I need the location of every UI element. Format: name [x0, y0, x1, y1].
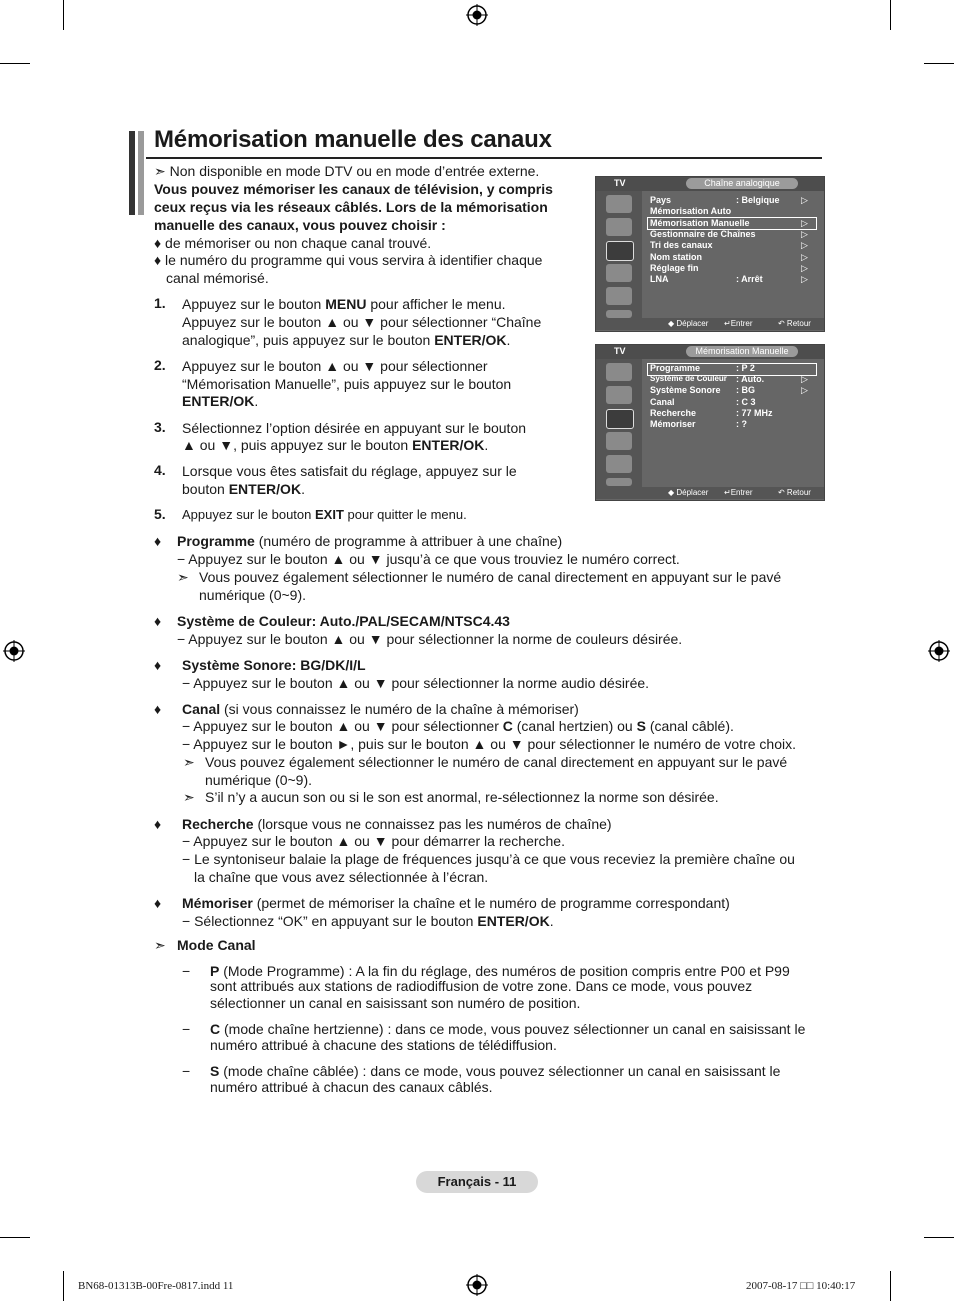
- option-note: S’il n’y a aucun son ou si le son est anormal, re-sélectionnez la norme son désirée.: [205, 789, 719, 805]
- option-name: Recherche: [182, 816, 254, 832]
- text: .: [254, 393, 259, 409]
- crop-mark: [890, 1271, 891, 1301]
- text: (permet de mémoriser la chaîne et le numéro de programme correspondant): [252, 895, 730, 911]
- tv-menu-header: Chaîne analogique: [686, 178, 798, 189]
- text: bouton: [182, 481, 229, 497]
- tv-menu-value: : Belgique: [736, 195, 780, 205]
- setup-icon: [606, 264, 632, 282]
- tv-foot-back: ↶ Retour: [778, 488, 811, 497]
- diamond-bullet-icon: ♦: [154, 613, 162, 629]
- mode-letter: P: [210, 963, 220, 979]
- registration-mark-icon: [928, 640, 950, 662]
- tv-menu-value: : 77 MHz: [736, 407, 773, 418]
- tv-menu-arrow-icon: ▷: [801, 217, 808, 228]
- tv-screen-manual-store: [595, 344, 825, 501]
- option-name: Mémoriser: [182, 895, 253, 911]
- mode-p-line: sont attribués aux stations de radiodiffusion de votre zone. Dans ce mode, vous pouvez: [210, 978, 753, 994]
- tv-menu-value: : Arrêt: [736, 274, 763, 285]
- intro-bold-line: manuelle des canaux, vous pouvez choisir :: [154, 217, 446, 233]
- key-enter: ENTER/OK: [477, 913, 550, 929]
- tv-sidebar: [596, 359, 642, 487]
- tv-menu-item[interactable]: Nom station: [650, 251, 703, 262]
- step-number: 2.: [154, 357, 166, 373]
- tv-menu-item[interactable]: Pays: [650, 195, 672, 205]
- input-icon: [606, 455, 632, 473]
- tv-foot-back: ↶ Retour: [778, 319, 811, 328]
- step-number: 1.: [154, 295, 166, 311]
- text: .: [549, 913, 554, 929]
- footer-timestamp: 2007-08-17 □□ 10:40:17: [746, 1280, 856, 1292]
- tv-sidebar: [596, 191, 642, 319]
- registration-mark-icon: [3, 640, 25, 662]
- text: pour quitter le menu.: [343, 507, 467, 522]
- text: Appuyez sur le bouton: [182, 296, 326, 312]
- text: (canal hertzien) ou: [512, 718, 637, 734]
- text: .: [301, 481, 305, 497]
- option-line: − Appuyez sur le bouton ▲ ou ▼ pour sélectionner la norme de couleurs désirée.: [177, 631, 683, 647]
- note-arrow-icon: ➣: [183, 789, 195, 805]
- tv-menu-arrow-icon: ▷: [801, 385, 808, 396]
- note-arrow-icon: ➣: [177, 569, 189, 585]
- sound-icon: [606, 218, 632, 236]
- tv-menu-item[interactable]: Mémorisation Manuelle: [650, 217, 750, 228]
- step-4-line: [182, 480, 305, 498]
- tv-footer: [596, 318, 824, 330]
- tv-foot-enter: ↵Entrer: [724, 319, 753, 328]
- key-enter: ENTER/OK: [434, 332, 507, 348]
- option-line: − Appuyez sur le bouton ►, puis sur le bouton ▲ ou ▼ pour sélectionner le numéro de votre choix.: [182, 736, 796, 752]
- step-2-line: Appuyez sur le bouton ▲ ou ▼ pour sélectionner: [182, 358, 488, 374]
- crop-mark: [890, 0, 891, 30]
- tv-menu-item[interactable]: Mémoriser: [650, 419, 696, 429]
- option-search-head: [182, 815, 612, 833]
- step-3-line: [182, 436, 488, 454]
- diamond-bullet-icon: ♦: [154, 701, 162, 717]
- step-1-line: [182, 295, 506, 313]
- picture-icon: [606, 195, 632, 213]
- option-note: Vous pouvez également sélectionner le numéro de canal directement en appuyant sur le pavé: [205, 754, 788, 770]
- tv-menu-item[interactable]: Mémorisation Auto: [650, 206, 732, 217]
- tv-menu-item[interactable]: Canal: [650, 396, 675, 407]
- picture-icon: [606, 363, 632, 381]
- tv-menu-item[interactable]: Système de Couleur: [650, 374, 727, 384]
- crop-mark: [63, 1271, 64, 1301]
- mode-letter: S: [210, 1063, 220, 1079]
- application-icon: [606, 310, 632, 318]
- key-enter: ENTER/OK: [228, 481, 302, 497]
- option-line: − Appuyez sur le bouton ▲ ou ▼ jusqu’à ce que vous trouviez le numéro correct.: [177, 551, 680, 567]
- title-rule: [146, 157, 822, 159]
- sound-icon: [606, 386, 632, 404]
- tv-foot-move: ◆ Déplacer: [668, 488, 709, 497]
- intro-bullet: ♦ de mémoriser ou non chaque canal trouvé.: [154, 235, 432, 251]
- step-number: 3.: [154, 419, 166, 435]
- tv-menu-item[interactable]: Recherche: [650, 407, 697, 418]
- mode-s-line: numéro attribué à chacun des canaux câblés.: [210, 1079, 493, 1095]
- channel-icon: [606, 409, 634, 429]
- page-number-badge: Français - 11: [416, 1171, 538, 1193]
- tv-menu-item[interactable]: Gestionnaire de Chaînes: [650, 228, 756, 239]
- dash-bullet: −: [182, 963, 191, 979]
- option-line: − Appuyez sur le bouton ▲ ou ▼ pour démarrer la recherche.: [182, 833, 565, 849]
- tv-menu-value: : P 2: [736, 363, 755, 373]
- tv-menu-arrow-icon: ▷: [801, 262, 808, 273]
- tv-menu-arrow-icon: ▷: [801, 374, 808, 385]
- text: analogique”, puis appuyez sur le bouton: [182, 332, 435, 348]
- tv-menu-arrow-icon: ▷: [801, 274, 808, 285]
- tv-foot-move: ◆ Déplacer: [668, 319, 709, 328]
- text: − Appuyez sur le bouton ▲ ou ▼ pour sélectionner: [182, 718, 503, 734]
- option-store-head: [182, 894, 730, 912]
- option-color-head: Système de Couleur: Auto./PAL/SECAM/NTSC4.43: [177, 613, 510, 629]
- step-1-line: Appuyez sur le bouton ▲ ou ▼ pour sélectionner “Chaîne: [182, 314, 542, 330]
- text: pour afficher le menu.: [366, 296, 506, 312]
- registration-mark-icon: [466, 1274, 488, 1296]
- step-2-line: [182, 392, 258, 410]
- tv-menu-arrow-icon: ▷: [801, 195, 808, 205]
- page-title: Mémorisation manuelle des canaux: [154, 126, 552, 153]
- text: − Sélectionnez “OK” en appuyant sur le bouton: [182, 913, 478, 929]
- text: (canal câblé).: [645, 718, 734, 734]
- diamond-bullet-icon: ♦: [154, 657, 162, 673]
- option-name: Programme: [177, 533, 255, 549]
- option-line: − Le syntoniseur balaie la plage de fréquences jusqu’à ce que vous receviez la première chaîne ou: [182, 851, 795, 867]
- registration-mark-icon: [466, 4, 488, 26]
- dash-bullet: −: [182, 1021, 191, 1037]
- option-canal-head: [182, 700, 579, 718]
- option-programme-head: [177, 532, 562, 550]
- mode-letter: S: [636, 718, 646, 734]
- intro-bold-line: Vous pouvez mémoriser les canaux de télévision, y compris: [154, 181, 553, 197]
- key-enter: ENTER/OK: [412, 437, 485, 453]
- tv-label: TV: [614, 178, 626, 188]
- mode-c-line: numéro attribué à chacune des stations de télédiffusion.: [210, 1037, 557, 1053]
- text: .: [484, 437, 489, 453]
- mode-canal-head: Mode Canal: [177, 937, 256, 953]
- tv-menu-item[interactable]: Programme: [650, 363, 701, 373]
- key-exit: EXIT: [314, 507, 344, 522]
- note-arrow-icon: ➣: [154, 163, 170, 179]
- text: .: [506, 332, 511, 348]
- title-accent-bar: [138, 131, 144, 215]
- crop-mark: [924, 63, 954, 64]
- text: (mode chaîne hertzienne) : dans ce mode, vous pouvez sélectionner un canal en saisissant le: [220, 1021, 806, 1037]
- mode-p-line: sélectionner un canal en saisissant son numéro de position.: [210, 995, 581, 1011]
- step-4-line: Lorsque vous êtes satisfait du réglage, appuyez sur le: [182, 463, 517, 479]
- option-line: [182, 912, 554, 930]
- step-number: 5.: [154, 506, 166, 522]
- option-note: Vous pouvez également sélectionner le numéro de canal directement en appuyant sur le pavé: [199, 569, 782, 585]
- footer-file: BN68-01313B-00Fre-0817.indd 11: [78, 1280, 234, 1292]
- tv-menu-item[interactable]: Tri des canaux: [650, 240, 713, 251]
- diamond-bullet-icon: ♦: [154, 816, 162, 832]
- text: (numéro de programme à attribuer à une chaîne): [254, 533, 563, 549]
- step-number: 4.: [154, 462, 166, 478]
- tv-menu-item[interactable]: Réglage fin: [650, 262, 699, 273]
- dash-bullet: −: [182, 1063, 191, 1079]
- tv-menu-item[interactable]: LNA: [650, 274, 669, 285]
- intro-bullet: ♦ le numéro du programme qui vous servira à identifier chaque: [154, 252, 543, 268]
- intro-note-text: Non disponible en mode DTV ou en mode d’entrée externe.: [169, 163, 540, 179]
- option-line: la chaîne que vous avez sélectionnée à l’écran.: [194, 869, 489, 885]
- option-line: − Appuyez sur le bouton ▲ ou ▼ pour sélectionner la norme audio désirée.: [182, 675, 650, 691]
- text: (mode chaîne câblée) : dans ce mode, vous pouvez sélectionner un canal en saisissant le: [219, 1063, 781, 1079]
- crop-mark: [924, 1237, 954, 1238]
- step-1-line: [182, 331, 510, 349]
- tv-menu-value: : Auto.: [736, 374, 765, 385]
- text: ▲ ou ▼, puis appuyez sur le bouton: [182, 437, 413, 453]
- text: (si vous connaissez le numéro de la chaîne à mémoriser): [220, 701, 579, 717]
- tv-screen-analog-channel: [595, 176, 825, 332]
- option-sound-head: Système Sonore: BG/DK/I/L: [182, 657, 366, 673]
- key-enter: ENTER/OK: [182, 393, 255, 409]
- text: (Mode Programme) : A la fin du réglage, des numéros de position compris entre P00 et P99: [219, 963, 790, 979]
- crop-mark: [0, 1237, 30, 1238]
- tv-menu-arrow-icon: ▷: [801, 228, 808, 239]
- tv-menu-arrow-icon: ▷: [801, 240, 808, 251]
- intro-bullet-cont: canal mémorisé.: [166, 270, 269, 286]
- diamond-bullet-icon: ♦: [154, 895, 162, 911]
- tv-menu-value: : C 3: [736, 396, 756, 407]
- tv-menu-arrow-icon: ▷: [801, 251, 808, 262]
- option-line: [182, 717, 734, 735]
- crop-mark: [0, 63, 30, 64]
- tv-menu-item[interactable]: Système Sonore: [650, 385, 721, 396]
- mode-letter: C: [502, 718, 513, 734]
- key-menu: MENU: [325, 296, 367, 312]
- tv-menu-header: Mémorisation Manuelle: [686, 346, 798, 357]
- step-5-line: [182, 506, 467, 524]
- diamond-bullet-icon: ♦: [154, 533, 162, 549]
- setup-icon: [606, 432, 632, 450]
- tv-label: TV: [614, 346, 626, 356]
- text: Appuyez sur le bouton: [182, 507, 315, 522]
- step-2-line: “Mémorisation Manuelle”, puis appuyez sur le bouton: [182, 376, 512, 392]
- option-name: Canal: [182, 701, 221, 717]
- application-icon: [606, 478, 632, 486]
- text: (lorsque vous ne connaissez pas les numéros de chaîne): [253, 816, 612, 832]
- tv-foot-enter: ↵Entrer: [724, 488, 753, 497]
- intro-bold-line: ceux reçus via les réseaux câblés. Lors de la mémorisation: [154, 199, 548, 215]
- note-arrow-icon: ➣: [183, 754, 195, 770]
- intro-note: [154, 162, 539, 180]
- title-accent-bar: [129, 131, 135, 215]
- channel-icon: [606, 241, 634, 261]
- note-arrow-icon: ➣: [154, 937, 166, 953]
- option-note: numérique (0~9).: [205, 772, 313, 788]
- tv-footer: [596, 487, 824, 499]
- input-icon: [606, 287, 632, 305]
- mode-letter: C: [210, 1021, 221, 1037]
- tv-menu-value: : BG: [736, 385, 755, 396]
- tv-menu-value: : ?: [736, 419, 747, 429]
- step-3-line: Sélectionnez l’option désirée en appuyant sur le bouton: [182, 420, 527, 436]
- option-note: numérique (0~9).: [199, 587, 307, 603]
- crop-mark: [63, 0, 64, 30]
